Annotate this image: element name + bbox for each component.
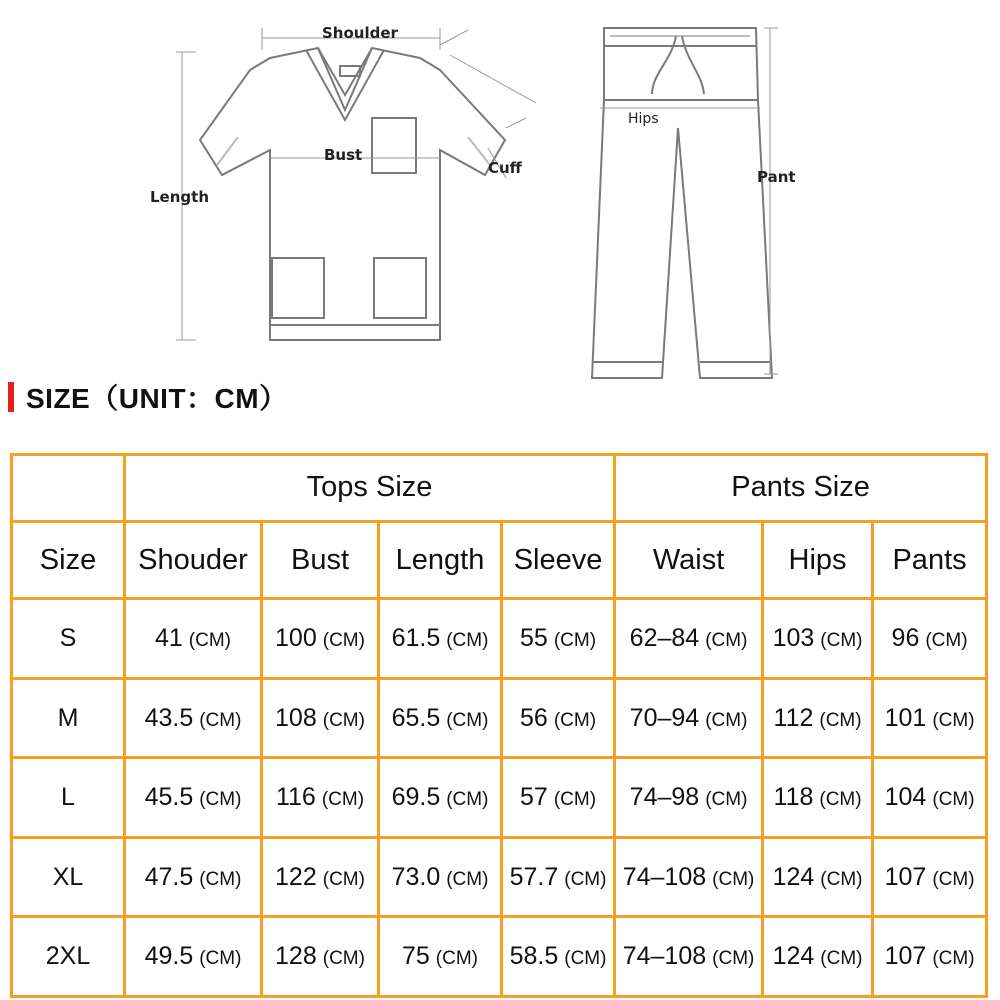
unit-label: (CM) — [820, 868, 863, 890]
pants-value: 107 — [884, 862, 927, 891]
pants-value: 104 — [884, 783, 927, 812]
unit-label: (CM) — [564, 948, 607, 970]
column-header-size: Size — [12, 521, 125, 598]
pants-value: 96 — [891, 624, 920, 653]
pants-cell — [873, 758, 987, 838]
length-cell — [379, 599, 502, 679]
hips-value: 124 — [772, 942, 815, 971]
size-cell: XL — [12, 837, 125, 917]
size-table — [10, 453, 988, 998]
hips-value: 112 — [773, 703, 814, 732]
hips-cell — [763, 599, 873, 679]
hips-value: 124 — [772, 862, 815, 891]
column-header-shoulder: Shouder — [125, 521, 262, 598]
pants-measure-lines — [600, 28, 778, 374]
unit-label: (CM) — [446, 630, 489, 652]
waist-value: 74–108 — [622, 942, 707, 971]
sleeve-cell — [502, 917, 615, 997]
table-row — [12, 758, 987, 838]
unit-label: (CM) — [446, 789, 489, 811]
hips-value: 103 — [772, 624, 815, 653]
unit-label: (CM) — [932, 948, 975, 970]
unit-label: (CM) — [446, 709, 489, 731]
table-row — [12, 837, 987, 917]
pants-size-header: Pants Size — [615, 455, 987, 522]
unit-label: (CM) — [199, 948, 242, 970]
column-header-waist: Waist — [615, 521, 763, 598]
size-table-body — [12, 599, 987, 997]
shoulder-value: 41 — [154, 624, 183, 653]
waist-value: 70–94 — [629, 703, 700, 732]
unit-label: (CM) — [188, 630, 231, 652]
unit-label: (CM) — [705, 709, 748, 731]
shoulder-value: 49.5 — [144, 942, 194, 971]
unit-label: (CM) — [925, 630, 968, 652]
size-cell: M — [12, 678, 125, 758]
table-row — [12, 599, 987, 679]
accent-bar — [8, 382, 14, 412]
bust-value: 122 — [275, 862, 317, 891]
unit-label: (CM) — [553, 709, 597, 731]
unit-label: (CM) — [322, 709, 365, 731]
sleeve-cell — [502, 599, 615, 679]
table-row — [12, 917, 987, 997]
blank-header-cell — [12, 455, 125, 522]
column-header-sleeve: Sleeve — [502, 521, 615, 598]
length-cell — [379, 758, 502, 838]
bust-value: 108 — [275, 703, 317, 732]
shoulder-cell — [125, 917, 262, 997]
length-value: 73.0 — [391, 862, 441, 891]
table-row — [12, 678, 987, 758]
pants-cell — [873, 837, 987, 917]
unit-label: (CM) — [705, 789, 748, 811]
waist-value: 74–108 — [622, 862, 707, 891]
unit-label: (CM) — [553, 789, 597, 811]
sleeve-cell — [502, 678, 615, 758]
unit-label: (CM) — [705, 630, 748, 652]
bust-label: Bust — [324, 146, 363, 164]
length-value: 75 — [401, 942, 430, 971]
shoulder-value: 43.5 — [144, 703, 194, 732]
column-header-length: Length — [379, 521, 502, 598]
length-value: 69.5 — [391, 783, 441, 812]
sleeve-value: 55 — [520, 624, 548, 653]
length-value: 65.5 — [391, 703, 441, 732]
pants-value: 107 — [884, 942, 927, 971]
shoulder-cell — [125, 678, 262, 758]
cuff-label: Cuff — [488, 159, 522, 177]
hips-cell — [763, 917, 873, 997]
sleeve-cell — [502, 837, 615, 917]
shoulder-cell — [125, 758, 262, 838]
bust-cell — [262, 599, 379, 679]
unit-label: (CM) — [819, 709, 862, 731]
unit-label: (CM) — [321, 789, 365, 811]
waist-value: 62–84 — [629, 624, 700, 653]
unit-label: (CM) — [819, 789, 862, 811]
waist-cell — [615, 758, 763, 838]
unit-label: (CM) — [322, 948, 365, 970]
tops-size-header: Tops Size — [125, 455, 615, 522]
unit-label: (CM) — [446, 868, 489, 890]
unit-label: (CM) — [322, 630, 365, 652]
pant-label: Pant — [757, 168, 796, 186]
pants-value: 101 — [884, 703, 927, 732]
unit-label: (CM) — [199, 789, 242, 811]
pants-cell — [873, 599, 987, 679]
unit-label: (CM) — [712, 948, 755, 970]
unit-label: (CM) — [199, 709, 242, 731]
shoulder-cell — [125, 837, 262, 917]
unit-label: (CM) — [322, 868, 365, 890]
bust-cell — [262, 917, 379, 997]
shoulder-cell — [125, 599, 262, 679]
waist-cell — [615, 599, 763, 679]
bust-cell — [262, 678, 379, 758]
size-heading — [8, 380, 288, 414]
sleeve-value: 56 — [520, 703, 548, 732]
size-cell: S — [12, 599, 125, 679]
unit-label: (CM) — [820, 948, 863, 970]
length-cell — [379, 678, 502, 758]
shoulder-value: 47.5 — [144, 862, 194, 891]
garment-diagram — [0, 0, 1000, 380]
pants-cell — [873, 917, 987, 997]
garment-diagram-svg — [0, 0, 1000, 380]
length-cell — [379, 917, 502, 997]
length-cell — [379, 837, 502, 917]
hips-cell — [763, 678, 873, 758]
sleeve-value: 57 — [520, 783, 548, 812]
shoulder-label: Shoulder — [322, 24, 398, 42]
bust-value: 128 — [275, 942, 317, 971]
hips-cell — [763, 758, 873, 838]
scrub-top-drawing — [200, 48, 505, 340]
column-header-hips: Hips — [763, 521, 873, 598]
column-header-row — [12, 521, 987, 598]
size-cell: L — [12, 758, 125, 838]
sleeve-value: 57.7 — [509, 862, 559, 891]
unit-label: (CM) — [435, 948, 478, 970]
waist-cell — [615, 678, 763, 758]
bust-cell — [262, 837, 379, 917]
bust-value: 100 — [275, 624, 317, 653]
sleeve-cell — [502, 758, 615, 838]
column-header-pants: Pants — [873, 521, 987, 598]
size-cell: 2XL — [12, 917, 125, 997]
size-heading-text: SIZE（UNIT：CM） — [26, 383, 288, 414]
pants-cell — [873, 678, 987, 758]
unit-label: (CM) — [564, 868, 607, 890]
waist-cell — [615, 917, 763, 997]
unit-label: (CM) — [820, 630, 863, 652]
column-header-bust: Bust — [262, 521, 379, 598]
hips-value: 118 — [773, 783, 814, 812]
shoulder-value: 45.5 — [144, 783, 194, 812]
sleeve-value: 58.5 — [509, 942, 559, 971]
unit-label: (CM) — [932, 789, 975, 811]
length-label: Length — [150, 188, 209, 206]
unit-label: (CM) — [712, 868, 755, 890]
hips-label: Hips — [628, 111, 659, 127]
bust-value: 116 — [275, 783, 316, 812]
unit-label: (CM) — [553, 630, 597, 652]
unit-label: (CM) — [932, 868, 975, 890]
waist-cell — [615, 837, 763, 917]
pants-drawing — [592, 28, 772, 378]
unit-label: (CM) — [932, 709, 975, 731]
length-value: 61.5 — [391, 624, 441, 653]
unit-label: (CM) — [199, 868, 242, 890]
waist-value: 74–98 — [629, 783, 700, 812]
group-header-row — [12, 455, 987, 522]
bust-cell — [262, 758, 379, 838]
hips-cell — [763, 837, 873, 917]
